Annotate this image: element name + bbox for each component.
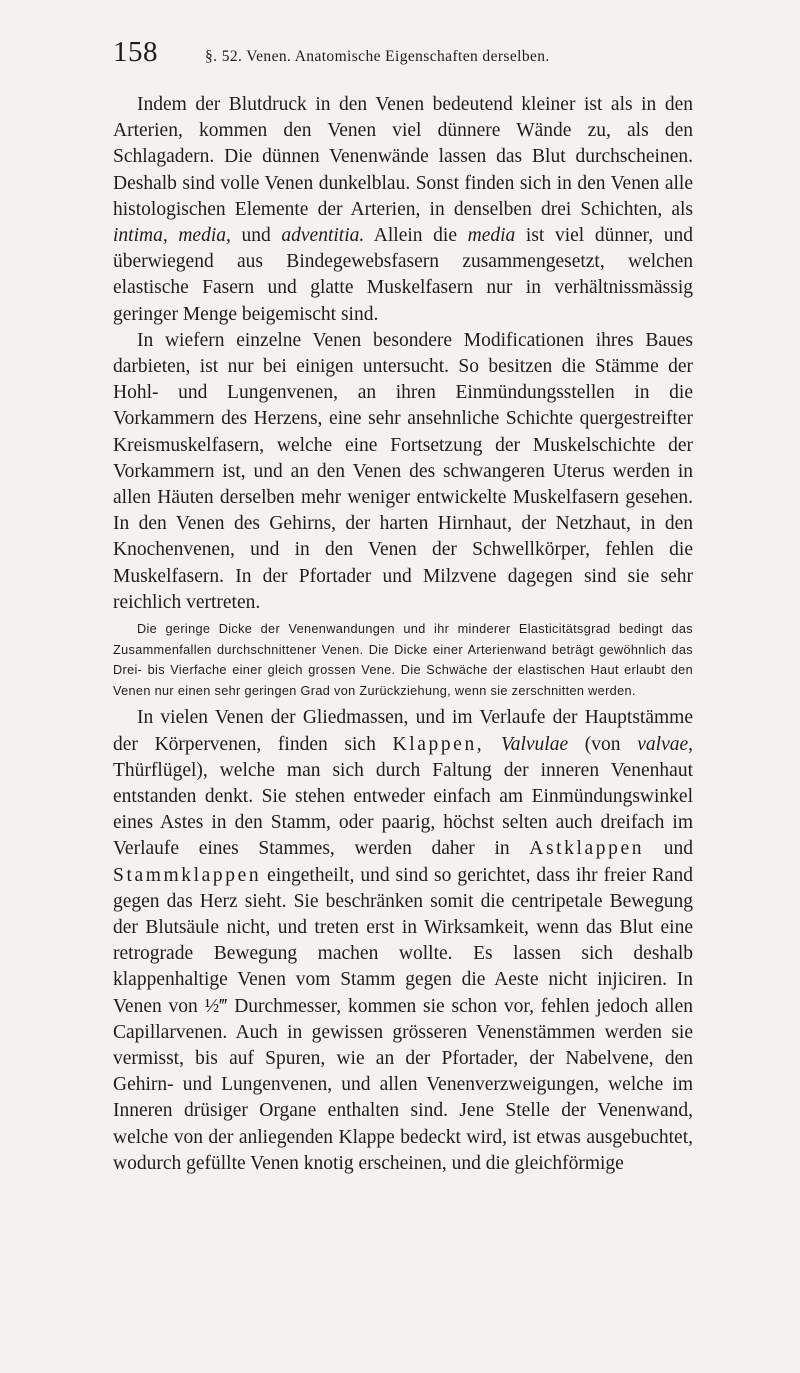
paragraph-klappen: In vielen Venen der Gliedmassen, und im Verlaufe der Hauptstämme der Körpervenen, finden sich Klappen, Valvulae (von valvae, Thürflügel), welche man sich durch Faltung der inneren Venenhaut entstanden denkt. Sie stehen entweder einfach am Einmündungswinkel eines Astes in den Stamm, oder paarig, höchst selten auch dreifach im Verlaufe eines Stammes, werden daher in Astklappen und Stammklappen eingetheilt, und sind so gerichtet, dass ihr freier Rand gegen das Herz sieht. Sie beschränken somit die centripetale Bewegung der Blutsäule nicht, und treten erst in Wirksamkeit, wenn das Blut eine retrograde Bewegung machen wollte. Es lassen sich deshalb klappenhaltige Venen vom Stamm gegen die Aeste nicht injiciren. In Venen von ½‴ Durchmesser, kommen sie schon vor, fehlen jedoch allen Capillarvenen. Auch in gewissen grösseren Venenstämmen werden sie vermisst, bis auf Spuren, wie an der Pfortader, der Nabelvene, den Gehirn- und Lungenvenen, und allen Venenverzweigungen, welche im Inneren drüsiger Organe enthalten sind. Jene Stelle der Venenwand, welche von der anliegenden Klappe bedeckt wird, ist etwas ausgebuchtet, wodurch gefüllte Venen knotig erscheinen, und die gleichförmige	[113, 707, 694, 1174]
paragraph-modificationen: In wiefern einzelne Venen besondere Modificationen ihres Baues darbieten, ist nur bei einigen untersucht. So besitzen die Stämme der Hohl- und Lungenvenen, an ihren Einmündungsstellen in die Vorkammern des Herzens, eine sehr ansehnliche Schichte quergestreifter Kreismuskelfasern, welche eine Fortsetzung der Muskelschichte der Vorkammern ist, und an den Venen des schwangeren Uterus werden in allen Häuten derselben mehr weniger entwickelte Muskelfasern gesehen. In den Venen des Gehirns, der harten Hirnhaut, der Netzhaut, in den Knochenvenen, und in den Venen der Schwellkörper, fehlen die Muskelfasern. In der Pfortader und Milzvene dagegen sind sie sehr reichlich vertreten.	[113, 329, 693, 613]
footnote-small-print: Die geringe Dicke der Venenwandungen und ihr minderer Elasticitätsgrad bedingt das Zusammenfallen durchschnittener Venen. Die Dicke einer Arterienwand beträgt gewöhnlich das Drei- bis Vierfache einer gleich grossen Vene. Die Schwäche der elastischen Haut erlaubt den Venen nur einen sehr geringen Grad von Zurückziehung, wenn sie zerschnitten werden.	[113, 622, 693, 698]
page-header	[113, 36, 713, 76]
running-head: §. 52. Venen. Anatomische Eigenschaften derselben.	[205, 48, 550, 65]
body-text	[113, 92, 693, 1177]
page-number: 158	[113, 36, 158, 68]
paragraph-venenwand: Indem der Blutdruck in den Venen bedeutend kleiner ist als in den Arterien, kommen den Venen viel dünnere Wände zu, als den Schlagadern. Die dünnen Venenwände lassen das Blut durchscheinen. Deshalb sind volle Venen dunkelblau. Sonst finden sich in den Venen alle histologischen Elemente der Arterien, in denselben drei Schichten, als intima, media, und adventitia. Allein die media ist viel dünner, und überwiegend aus Bindegewebsfasern zusammengesetzt, welchen elastische Fasern und glatte Muskelfasern nur in verhältnissmässig geringer Menge beigemischt sind.	[113, 94, 693, 325]
